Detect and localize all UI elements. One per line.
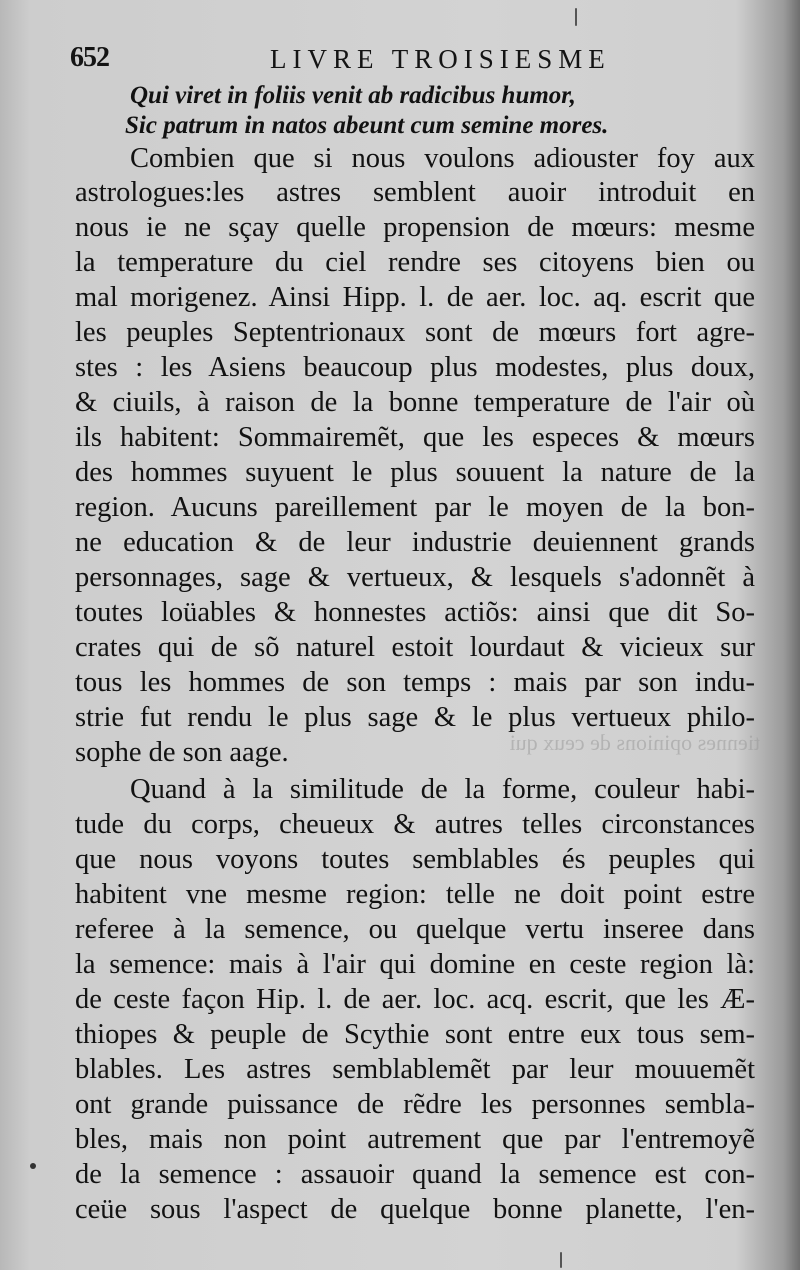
body-line-7: stes : les Asiens beaucoup plus modestes, plus doux, bbox=[75, 352, 755, 383]
body-line-18: sophe de son aage. bbox=[75, 737, 289, 768]
body-line-10: des hommes suyuent le plus souuent la nature de la bbox=[75, 457, 755, 488]
page-number: 652 bbox=[70, 42, 109, 73]
body-line-12: ne education & de leur industrie deuiennent grands bbox=[75, 527, 755, 558]
body-line-15: crates qui de sõ naturel estoit lourdaut & vicieux sur bbox=[75, 632, 755, 663]
body-line-29: bles, mais non point autrement que par l'entremoyẽ bbox=[75, 1124, 755, 1155]
running-head: LIVRE TROISIESME bbox=[270, 44, 611, 74]
ink-speck bbox=[575, 8, 577, 26]
ink-speck bbox=[560, 1252, 562, 1268]
body-line-26: thiopes & peuple de Scythie sont entre eux tous sem- bbox=[75, 1019, 755, 1050]
body-line-3: nous ie ne sçay quelle propension de mœurs: mesme bbox=[75, 212, 755, 243]
verse-line-2: Sic patrum in natos abeunt cum semine mores. bbox=[125, 112, 609, 139]
body-line-6: les peuples Septentrionaux sont de mœurs fort agre- bbox=[75, 317, 755, 348]
body-line-27: blables. Les astres semblablemẽt par leur mouuemẽt bbox=[75, 1054, 755, 1085]
bleed-through-text: tiennes opinions de ceux qui bbox=[509, 730, 760, 755]
body-line-23: referee à la semence, ou quelque vertu inseree dans bbox=[75, 914, 755, 945]
body-line-11: region. Aucuns pareillement par le moyen de la bon- bbox=[75, 492, 755, 523]
body-line-20: tude du corps, cheueux & autres telles circonstances bbox=[75, 809, 755, 840]
body-line-8: & ciuils, à raison de la bonne temperature de l'air où bbox=[75, 387, 755, 418]
body-line-1: Combien que si nous voulons adiouster foy aux bbox=[130, 143, 755, 174]
body-line-24: la semence: mais à l'air qui domine en ceste region là: bbox=[75, 949, 755, 980]
body-line-31: ceüe sous l'aspect de quelque bonne planette, l'en- bbox=[75, 1194, 755, 1225]
page-header bbox=[70, 42, 670, 76]
body-line-16: tous les hommes de son temps : mais par son indu- bbox=[75, 667, 755, 698]
body-line-28: ont grande puissance de rẽdre les personnes sembla- bbox=[75, 1089, 755, 1120]
body-line-25: de ceste façon Hip. l. de aer. loc. acq. escrit, que les Æ- bbox=[75, 984, 755, 1015]
body-line-21: que nous voyons toutes semblables és peuples qui bbox=[75, 844, 755, 875]
body-line-13: personnages, sage & vertueux, & lesquels s'adonnẽt à bbox=[75, 562, 755, 593]
body-line-9: ils habitent: Sommairemẽt, que les especes & mœurs bbox=[75, 422, 755, 453]
body-line-17: strie fut rendu le plus sage & le plus vertueux philo- bbox=[75, 702, 755, 733]
body-line-30: de la semence : assauoir quand la semence est con- bbox=[75, 1159, 755, 1190]
body-line-19: Quand à la similitude de la forme, couleur habi- bbox=[130, 774, 755, 805]
body-line-2: astrologues:les astres semblent auoir introduit en bbox=[75, 177, 755, 208]
body-line-22: habitent vne mesme region: telle ne doit point estre bbox=[75, 879, 755, 910]
verse-line-1: Qui viret in foliis venit ab radicibus humor, bbox=[130, 82, 576, 109]
ink-speck bbox=[30, 1163, 36, 1169]
body-line-5: mal morigenez. Ainsi Hipp. l. de aer. loc. aq. escrit que bbox=[75, 282, 755, 313]
body-line-14: toutes loüables & honnestes actiõs: ainsi que dit So- bbox=[75, 597, 755, 628]
body-line-4: la temperature du ciel rendre ses citoyens bien ou bbox=[75, 247, 755, 278]
